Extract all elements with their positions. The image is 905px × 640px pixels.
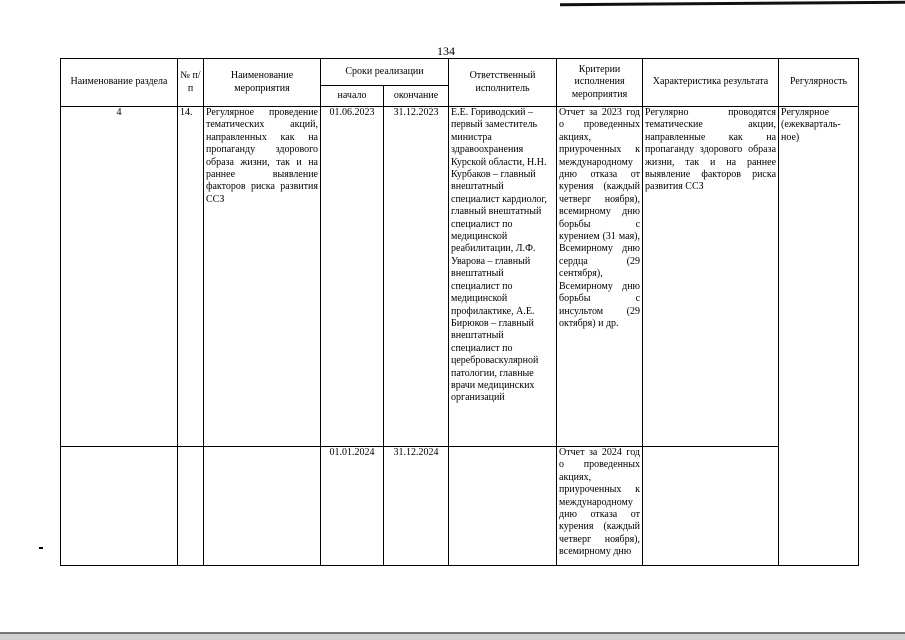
cell-regularity: Регулярное (ежекварталь-ное) [779, 107, 859, 566]
cell-executor: Е.Е. Гориводский – первый заместитель министра здравоохранения Курской области, Н.Н. Курбаков – главный внештатный специалист кардиолог, главный внештатный специалист по медицинской реабилитации, Л.Ф. Уварова – главный внештатный специалист по медицинской профилактике, А.Е. Бирюков – главный внештатный специалист по цереброваскулярной патологии, главные врачи медицинских организаций [449, 107, 557, 447]
cell-executor-empty [449, 447, 557, 566]
header-event: Наименование мероприятия [204, 59, 321, 107]
header-executor: Ответственный исполнитель [449, 59, 557, 107]
cell-result: Регулярно проводятся тематические акции, направленные как на пропаганду здорового образа жизни, так и на раннее выявление факторов риска развития ССЗ [643, 107, 779, 447]
cell-start: 01.06.2023 [321, 107, 384, 447]
header-num: № п/п [178, 59, 204, 107]
criteria-text: Отчет за 2024 год о проведенных акциях, приуроченных к международному дню отказа от курения (каждый четверг ноября), всемирному дню [559, 447, 641, 558]
table-row [61, 447, 859, 566]
cell-criteria [557, 447, 643, 566]
cell-event-empty [204, 447, 321, 566]
margin-mark [39, 547, 43, 549]
cell-section-empty [61, 447, 178, 566]
cell-result-empty [643, 447, 779, 566]
header-row [61, 59, 859, 86]
header-end: окончание [384, 86, 449, 107]
cell-num: 14. [178, 107, 204, 447]
header-criteria: Критерии исполнения мероприятия [557, 59, 643, 107]
cell-start: 01.01.2024 [321, 447, 384, 566]
events-table [60, 58, 859, 566]
scan-edge-bottom [0, 632, 905, 640]
table-row [61, 107, 859, 447]
header-section: Наименование раздела [61, 59, 178, 107]
header-regularity: Регулярность [779, 59, 859, 107]
cell-end: 31.12.2024 [384, 447, 449, 566]
cell-criteria: Отчет за 2023 год о проведенных акциях, приуроченных к международному дню отказа от курения (каждый четверг ноября), всемирному дню борьбы с курением (31 мая), Всемирному дню сердца (29 сентября), Всемирному дню борьбы с инсультом (29 октября) и др. [557, 107, 643, 447]
cell-event: Регулярное проведение тематических акций, направленных как на пропаганду здорового образа жизни, так и на раннее выявление факторов риска развития ССЗ [204, 107, 321, 447]
page-number: 134 [437, 44, 455, 58]
header-terms: Сроки реализации [321, 59, 449, 86]
scan-edge-top [0, 0, 905, 6]
cell-section: 4 [61, 107, 178, 447]
header-start: начало [321, 86, 384, 107]
cell-num-empty [178, 447, 204, 566]
header-result: Характеристика результата [643, 59, 779, 107]
cell-end: 31.12.2023 [384, 107, 449, 447]
